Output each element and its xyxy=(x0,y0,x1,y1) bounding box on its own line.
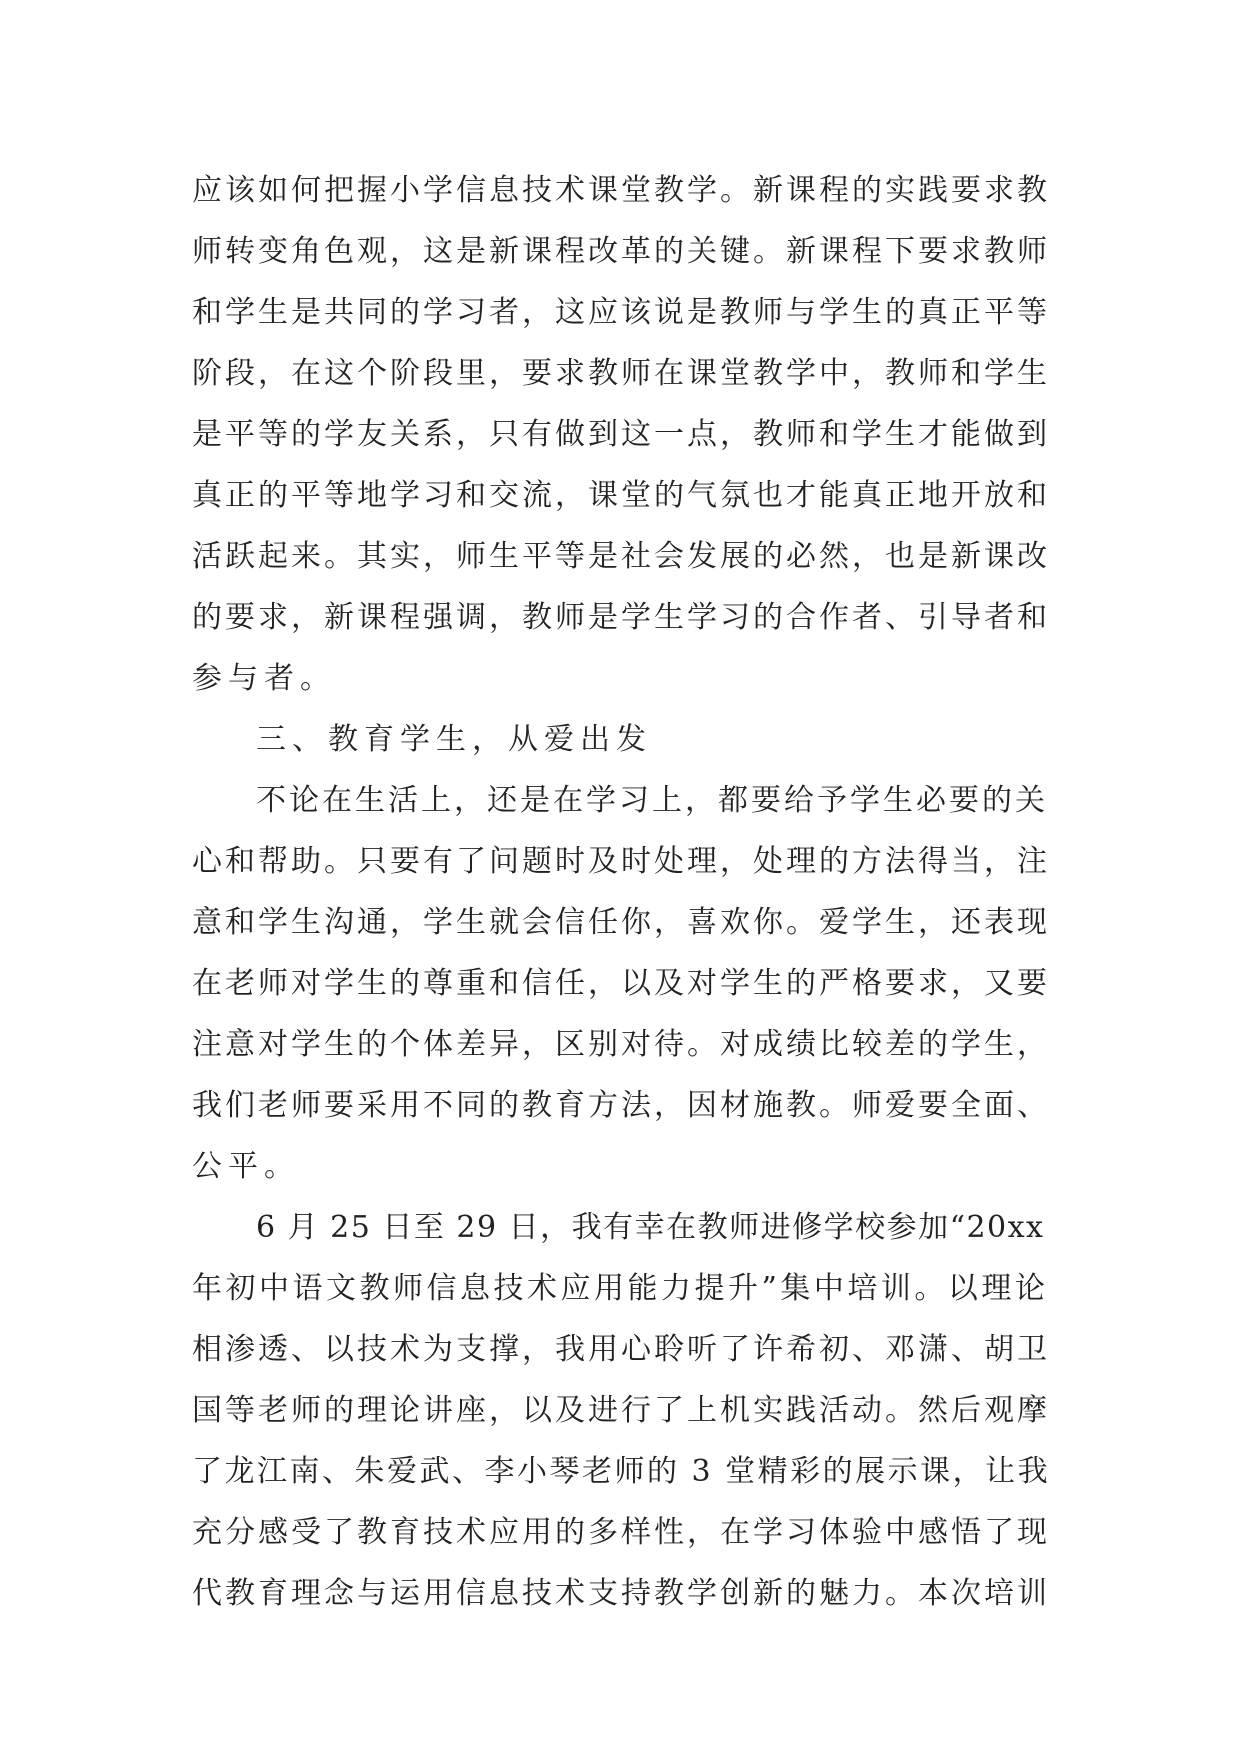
text-line: 意和学生沟通，学生就会信任你，喜欢你。爱学生，还表现 xyxy=(192,905,1050,940)
text-line: 注意对学生的个体差异，区别对待。对成绩比较差的学生， xyxy=(192,1027,1050,1062)
text-line: 参与者。 xyxy=(192,661,336,696)
text-line: 年初中语文教师信息技术应用能力提升”集中培训。以理论 xyxy=(192,1271,1049,1306)
text-line: 和学生是共同的学习者，这应该说是教师与学生的真正平等 xyxy=(192,295,1050,330)
text-line: 6 月 25 日至 29 日，我有幸在教师进修学校参加“20xx xyxy=(256,1210,1045,1245)
text-line: 了龙江南、朱爱武、李小琴老师的 3 堂精彩的展示课，让我 xyxy=(192,1454,1051,1489)
text-line: 真正的平等地学习和交流，课堂的气氛也才能真正地开放和 xyxy=(192,478,1050,513)
text-line: 公平。 xyxy=(192,1149,300,1184)
text-line: 充分感受了教育技术应用的多样性，在学习体验中感悟了现 xyxy=(192,1515,1050,1550)
text-line: 三、教育学生，从爱出发 xyxy=(256,722,652,757)
text-line: 活跃起来。其实，师生平等是社会发展的必然，也是新课改 xyxy=(192,539,1050,574)
text-line: 国等老师的理论讲座，以及进行了上机实践活动。然后观摩 xyxy=(192,1393,1050,1428)
text-line: 阶段，在这个阶段里，要求教师在课堂教学中，教师和学生 xyxy=(192,356,1050,391)
text-line: 心和帮助。只要有了问题时及时处理，处理的方法得当，注 xyxy=(192,844,1050,879)
text-line: 相渗透、以技术为支撑，我用心聆听了许希初、邓潇、胡卫 xyxy=(192,1332,1050,1367)
document-body xyxy=(192,160,1056,1624)
text-line: 的要求，新课程强调，教师是学生学习的合作者、引导者和 xyxy=(192,600,1050,635)
text-line: 代教育理念与运用信息技术支持教学创新的魅力。本次培训 xyxy=(192,1576,1050,1611)
text-line: 师转变角色观，这是新课程改革的关键。新课程下要求教师 xyxy=(192,234,1050,269)
text-line: 不论在生活上，还是在学习上，都要给予学生必要的关 xyxy=(256,783,1048,818)
text-line: 是平等的学友关系，只有做到这一点，教师和学生才能做到 xyxy=(192,417,1050,452)
text-line: 我们老师要采用不同的教育方法，因材施教。师爱要全面、 xyxy=(192,1088,1050,1123)
text-line: 在老师对学生的尊重和信任，以及对学生的严格要求，又要 xyxy=(192,966,1050,1001)
text-line: 应该如何把握小学信息技术课堂教学。新课程的实践要求教 xyxy=(192,173,1050,208)
